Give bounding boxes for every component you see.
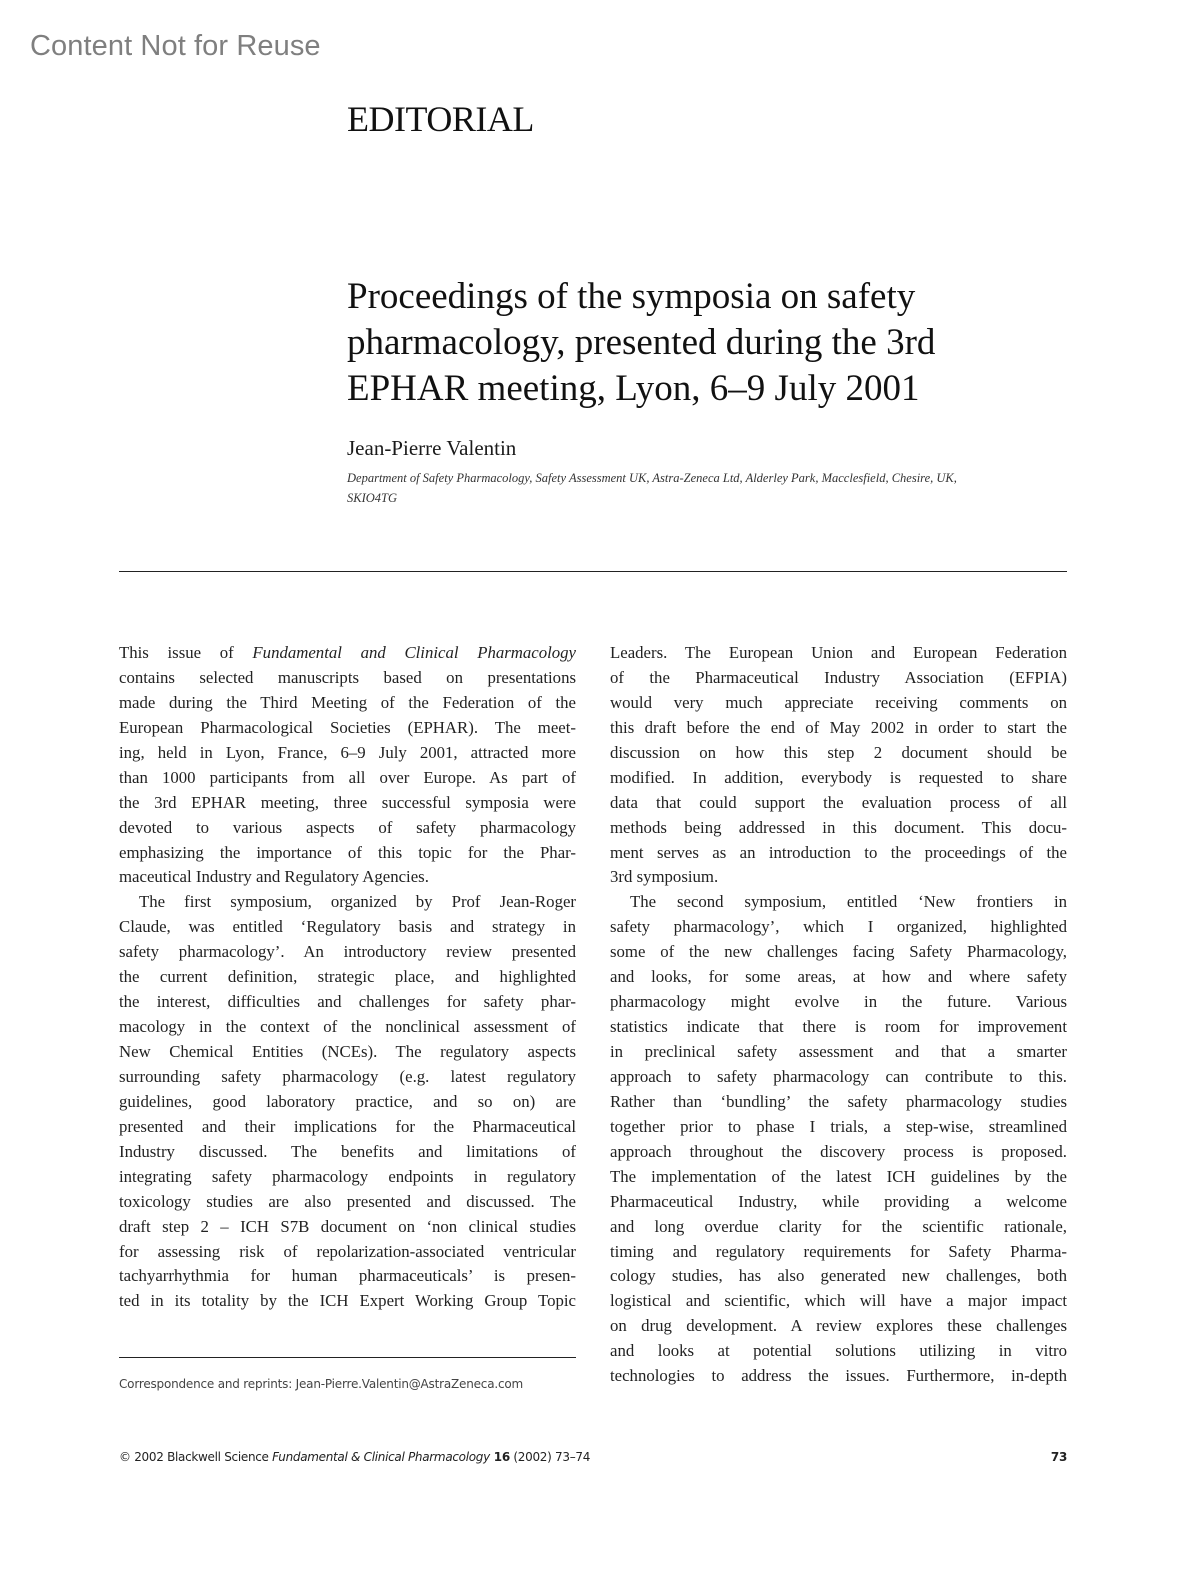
text-line: pharmacology might evolve in the future. Various: [610, 992, 1067, 1012]
copyright-text: © 2002 Blackwell Science: [119, 1450, 273, 1464]
text-line: guidelines, good laboratory practice, and so on) are: [119, 1091, 576, 1111]
text-line: The implementation of the latest ICH guidelines by the: [610, 1166, 1067, 1186]
text-line: this draft before the end of May 2002 in order to start the: [610, 717, 1067, 737]
text-line: safety pharmacology’. An introductory review presented: [119, 942, 576, 962]
text-line: ing, held in Lyon, France, 6–9 July 2001, attracted more: [119, 742, 576, 762]
text-line: on drug development. A review explores these challenges: [610, 1316, 1067, 1336]
text-line: the current definition, strategic place, and highlighted: [119, 967, 576, 987]
text-line: timing and regulatory requirements for Safety Pharma-: [610, 1241, 1067, 1261]
text-line: ment serves as an introduction to the proceedings of the: [610, 842, 1067, 862]
body-column-left: [119, 641, 576, 1314]
text-line: logistical and scientific, which will have a major impact: [610, 1291, 1067, 1311]
title-line: EPHAR meeting, Lyon, 6–9 July 2001: [347, 368, 920, 409]
text-line: and long overdue clarity for the scientific rationale,: [610, 1216, 1067, 1236]
text-line: Claude, was entitled ‘Regulatory basis and strategy in: [119, 917, 576, 937]
journal-name: Fundamental and Clinical Pharmacology: [252, 643, 576, 662]
text-line: devoted to various aspects of safety pharmacology: [119, 817, 576, 837]
text-line: 3rd symposium.: [610, 867, 719, 887]
text-line: Leaders. The European Union and European Federation: [610, 643, 1067, 662]
text-line: than 1000 participants from all over Europe. As part of: [119, 767, 576, 787]
text-line: methods being addressed in this document. This docu-: [610, 817, 1067, 837]
body-column-right: [610, 641, 1067, 1389]
text-line: modified. In addition, everybody is requested to share: [610, 767, 1067, 787]
text-line: maceutical Industry and Regulatory Agencies.: [119, 867, 429, 887]
article-title: [347, 274, 1067, 412]
text-line: Rather than ‘bundling’ the safety pharmacology studies: [610, 1091, 1067, 1111]
page-number: 73: [1050, 1450, 1067, 1464]
text-line: for assessing risk of repolarization-associated ventricular: [119, 1241, 576, 1261]
title-line: pharmacology, presented during the 3rd: [347, 322, 936, 363]
text-line: contains selected manuscripts based on presentations: [119, 667, 576, 687]
watermark: Content Not for Reuse: [30, 30, 321, 62]
journal-title: Fundamental & Clinical Pharmacology: [272, 1450, 490, 1464]
text-span: This issue of: [119, 643, 253, 662]
text-line: emphasizing the importance of this topic for the Phar-: [119, 842, 576, 862]
text-line: New Chemical Entities (NCEs). The regulatory aspects: [119, 1042, 576, 1061]
text-line: The first symposium, organized by Prof Jean-Roger: [139, 892, 576, 912]
text-line: some of the new challenges facing Safety Pharmacology,: [610, 942, 1067, 962]
text-line: toxicology studies are also presented and discussed. The: [119, 1191, 576, 1211]
text-line: Industry discussed. The benefits and limitations of: [119, 1141, 576, 1161]
text-line: together prior to phase I trials, a step-wise, streamlined: [610, 1116, 1067, 1136]
affiliation-line: SKIO4TG: [347, 491, 398, 505]
text-line: the 3rd EPHAR meeting, three successful symposia were: [119, 792, 576, 812]
header-divider: [119, 571, 1067, 572]
text-line: [119, 641, 576, 666]
text-line: integrating safety pharmacology endpoints in regulatory: [119, 1166, 576, 1186]
text-line: and looks at potential solutions utilizing in vitro: [610, 1341, 1067, 1361]
text-line: surrounding safety pharmacology (e.g. latest regulatory: [119, 1066, 576, 1086]
author-affiliation: [347, 468, 1067, 508]
text-line: data that could support the evaluation process of all: [610, 792, 1067, 812]
text-line: Pharmaceutical Industry, while providing a welcome: [610, 1191, 1067, 1211]
section-label: EDITORIAL: [347, 99, 534, 139]
text-line: the interest, difficulties and challenges for safety phar-: [119, 992, 576, 1012]
text-line: discussion on how this step 2 document should be: [610, 742, 1067, 762]
volume-number: 16: [489, 1450, 510, 1464]
author-name: Jean-Pierre Valentin: [347, 436, 517, 460]
text-line: macology in the context of the nonclinical assessment of: [119, 1017, 576, 1037]
text-line: safety pharmacology’, which I organized, highlighted: [610, 917, 1067, 937]
correspondence-note: Correspondence and reprints: Jean-Pierre.Valentin@AstraZeneca.com: [119, 1377, 523, 1391]
text-line: approach throughout the discovery process is proposed.: [610, 1141, 1067, 1161]
text-line: technologies to address the issues. Furthermore, in-depth: [610, 1366, 1067, 1386]
text-line: cology studies, has also generated new challenges, both: [610, 1266, 1067, 1286]
page-range: (2002) 73–74: [509, 1450, 591, 1464]
text-line: ted in its totality by the ICH Expert Working Group Topic: [119, 1291, 576, 1311]
text-line: made during the Third Meeting of the Federation of the: [119, 692, 576, 712]
footnote-divider: [119, 1357, 576, 1358]
affiliation-line: Department of Safety Pharmacology, Safety Assessment UK, Astra-Zeneca Ltd, Alderley Park, Macclesfield, Chesire, UK,: [347, 471, 957, 485]
text-line: of the Pharmaceutical Industry Association (EFPIA): [610, 667, 1067, 687]
text-line: The second symposium, entitled ‘New frontiers in: [630, 892, 1067, 912]
text-line: and looks, for some areas, at how and where safety: [610, 967, 1067, 987]
page-footer: [119, 1450, 1067, 1464]
text-line: presented and their implications for the Pharmaceutical: [119, 1116, 576, 1136]
text-line: draft step 2 – ICH S7B document on ‘non clinical studies: [119, 1216, 576, 1236]
text-line: statistics indicate that there is room for improvement: [610, 1017, 1067, 1037]
text-line: in preclinical safety assessment and that a smarter: [610, 1042, 1067, 1061]
text-line: European Pharmacological Societies (EPHAR). The meet-: [119, 717, 576, 737]
text-line: would very much appreciate receiving comments on: [610, 692, 1067, 712]
title-line: Proceedings of the symposia on safety: [347, 276, 916, 317]
text-line: approach to safety pharmacology can contribute to this.: [610, 1066, 1067, 1086]
text-line: tachyarrhythmia for human pharmaceuticals’ is presen-: [119, 1266, 576, 1286]
